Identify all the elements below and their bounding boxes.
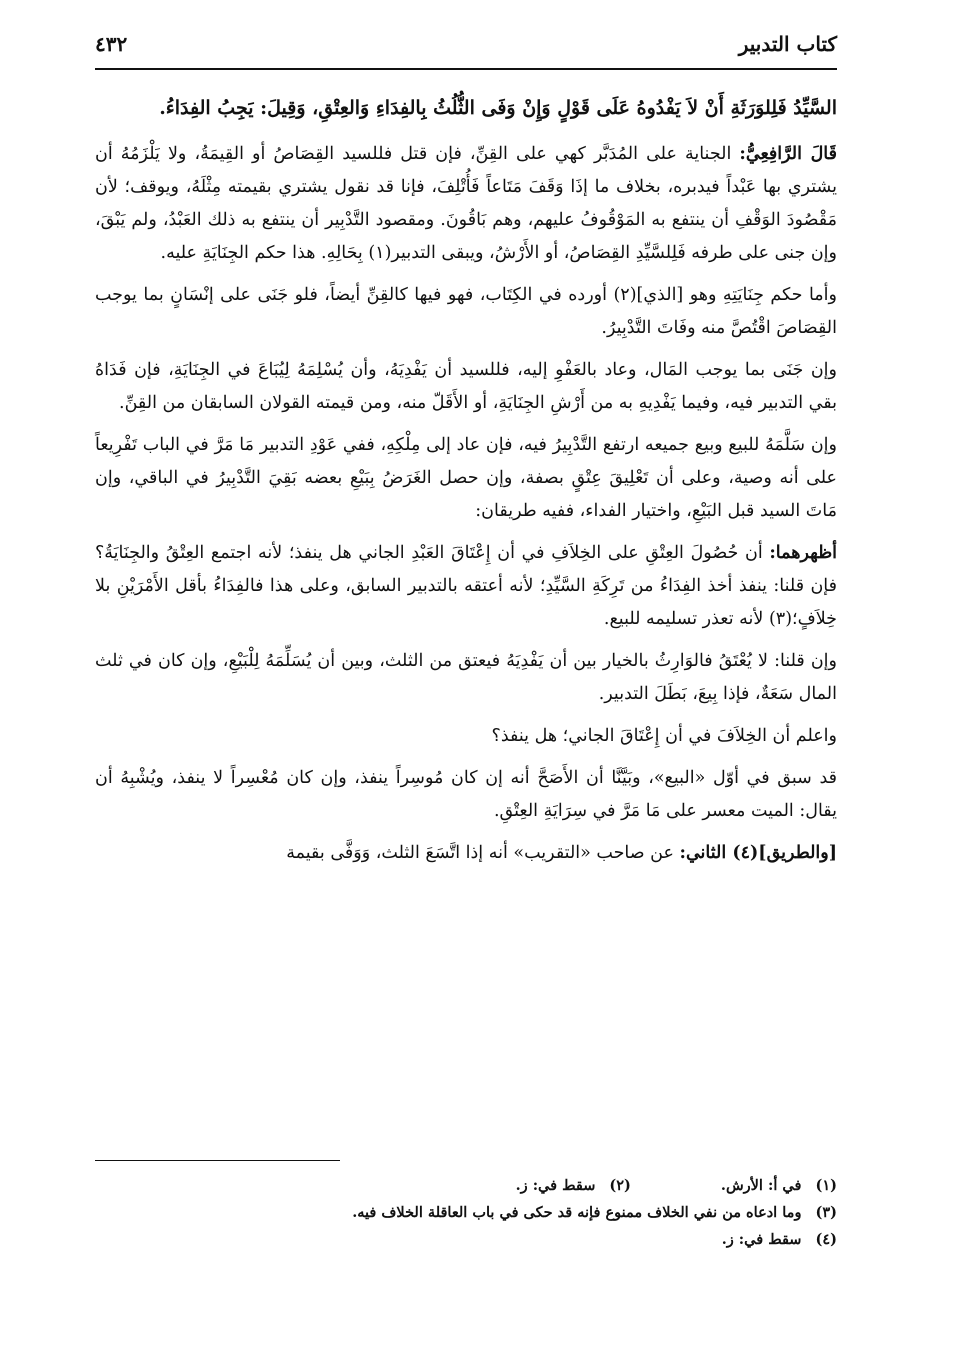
commentary-paragraph — [95, 429, 837, 528]
footnote-4 — [722, 1226, 837, 1253]
paragraph-lead: قَالَ الرَّافِعِيُّ: — [739, 144, 837, 164]
paragraph-text: أن حُصُولَ العِتْقِ على الخِلاَفِ في أن إِعْتَاقَ العَبْدِ الجاني هل ينفذ؛ لأنه اجتمع العِتْقُ والجِنَايَةُ؟ فإن قلنا: ينفذ أخذ الفِدَاءُ من تَرِكَةِ السَّيِّدِ؛ لأنه أعتقه بالتدبير السابق، وعلى هذا فالفِدَاءُ بأقل الأَمْرَيْنِ بلا خِلاَفٍ؛(٣) لأنه تعذر تسليمه للبيع. — [95, 543, 837, 629]
paragraph-text: قد سبق في أوّل «البيع»، وبَيَّنَّا أن الأَصَحَّ أنه إن كان مُوسِراً ينفذ، وإن كان مُعْسِراً لا ينفذ، ويُشْبِهُ أن يقال: الميت معسر على مَا مَرَّ في سِرَايَةِ العِتْقِ. — [95, 768, 837, 821]
paragraph-text: عن صاحب «التقريب» أنه إذا اتَّسَعَ الثلث، وَوَفَّى بقيمة — [286, 843, 680, 863]
paragraph-text: وأما حكم جِنَايَتِهِ وهو [الذي](٢) أورده في الكِتَاب، فهو فيها كالقِنِّ أيضاً، فلو جَنَى على إنْسَانٍ بما يوجب القِصَاصَ اقْتُصَّ منه وفَاتَ التَّدْبِيرُ. — [95, 285, 837, 338]
page-number: ٤٣٢ — [95, 32, 128, 56]
footnote-number: (٣) — [815, 1204, 837, 1221]
matn-paragraph — [95, 90, 837, 126]
paragraph-text: وإن جَنَى بما يوجب المَال، وعاد بالعَفْوِ إليه، فللسيد أن يَفْدِيَهُ، وأن يُسْلِمَهُ لِيُبَاعَ في الجِنَايَةِ، فإن فَدَاهُ بقي التدبير فيه، وفيما يَفْدِيهِ به من أَرْشِ الجِنَايَةِ، أو الأَقَلّ منه، ومن قيمته القولان السابقان من القِنِّ. — [95, 360, 837, 413]
commentary-paragraph — [95, 762, 837, 828]
commentary-paragraph — [95, 837, 837, 870]
footnote-row — [95, 1199, 837, 1226]
commentary-paragraph — [95, 354, 837, 420]
paragraph-text: السَّيِّدُ فَلِلوَرَثَةِ أَنْ لاَ يَفْدُوهُ عَلَى قَوْلٍ وَإِنْ وَفَى الثُّلُثُ بِالفِدَاءِ وَالعِتْقِ، وَقِيلَ: يَجِبُ الفِدَاءُ. — [159, 97, 837, 119]
paragraph-lead: [والطريق](٤) الثاني: — [679, 843, 837, 863]
commentary-paragraph — [95, 138, 837, 270]
main-text — [95, 90, 837, 879]
footnote-row — [95, 1226, 837, 1253]
footnotes — [95, 1172, 837, 1253]
paragraph-lead: أظهرهما: — [769, 543, 837, 563]
paragraph-text: وإن قلنا: لا يُعْتَقُ فالوَارِثُ بالخيار بين أن يَفْدِيَهُ فيعتق من الثلث، وبين أن يُسَلِّمَهُ لِلْبَيْعِ، وإن كان في ثلث المال سَعَةٌ، فإذا بِيعَ، بَطَلَ التدبير. — [95, 651, 837, 704]
footnote-text: وما ادعاه من نفي الخلاف ممنوع فإنه قد حكى في باب العاقلة الخلاف فيه. — [352, 1204, 802, 1221]
commentary-paragraph — [95, 279, 837, 345]
running-header — [95, 30, 837, 70]
footnote-separator — [95, 1160, 340, 1161]
footnote-number: (٤) — [815, 1231, 837, 1248]
commentary-paragraph — [95, 645, 837, 711]
commentary-paragraph — [95, 720, 837, 753]
footnote-row — [95, 1172, 837, 1199]
footnote-1 — [721, 1172, 837, 1199]
footnote-text: سقط في: ز. — [721, 1231, 802, 1248]
footnote-text: سقط في: ز. — [515, 1177, 596, 1194]
commentary-paragraph — [95, 537, 837, 636]
footnote-3 — [352, 1199, 837, 1226]
running-title: كتاب التدبير — [738, 32, 837, 56]
paragraph-text: واعلم أن الخِلاَفَ في أن إِعْتَاقَ الجاني؛ هل ينفذ؟ — [491, 726, 837, 746]
footnote-2 — [516, 1172, 631, 1199]
footnote-number: (١) — [815, 1177, 837, 1194]
paragraph-text: الجناية على المُدَبَّر كهي على القِنِّ، فإن قتل فللسيد القِصَاصُ أو القِيمَةُ، ولا يَلْزَمُهُ أن يشتري بها عَبْداً فيدبره، بخلاف ما إذَا وَقَفَ مَتَاعاً فَأُتْلِفَ، فإنا قد نقول يشتري بقيمته مِثْلَهُ، ويوقف؛ لأن مَقْصُودَ الوَقْفِ أن ينتفع به المَوْقُوفُ عليهم، وهم بَاقُونَ. ومقصود التَّدْبِير أن ينتفع به ذلك العَبْدُ، ولم يَبْقَ، وإن جنى على طرفه فَلِلسَّيِّدِ القِصَاصُ، أو الأَرْشُ، ويبقى التدبير(١) بِحَالِهِ. هذا حكم الجِنَايَةِ عليه. — [95, 144, 837, 263]
footnote-text: في أ: الأرش. — [720, 1177, 802, 1194]
footnote-number: (٢) — [609, 1177, 631, 1194]
paragraph-text: وإن سَلَّمَهُ للبيع وبيع جميعه ارتفع التَّدْبِيرُ فيه، فإن عاد إلى مِلْكِهِ، ففي عَوْدِ التدبير مَا مَرَّ في الباب تَفْرِيعاً على أنه وصية، وعلى أن تَعْلِيقَ عِتْقٍ بصفة، وإن حصل الغَرَضُ بِبَيْعِ بعضه بَقِيَ التَّدْبِيرُ في الباقي، وإن مَاتَ السيد قبل البَيْعِ، واختيار الفداء، ففيه طريقان: — [95, 435, 837, 521]
